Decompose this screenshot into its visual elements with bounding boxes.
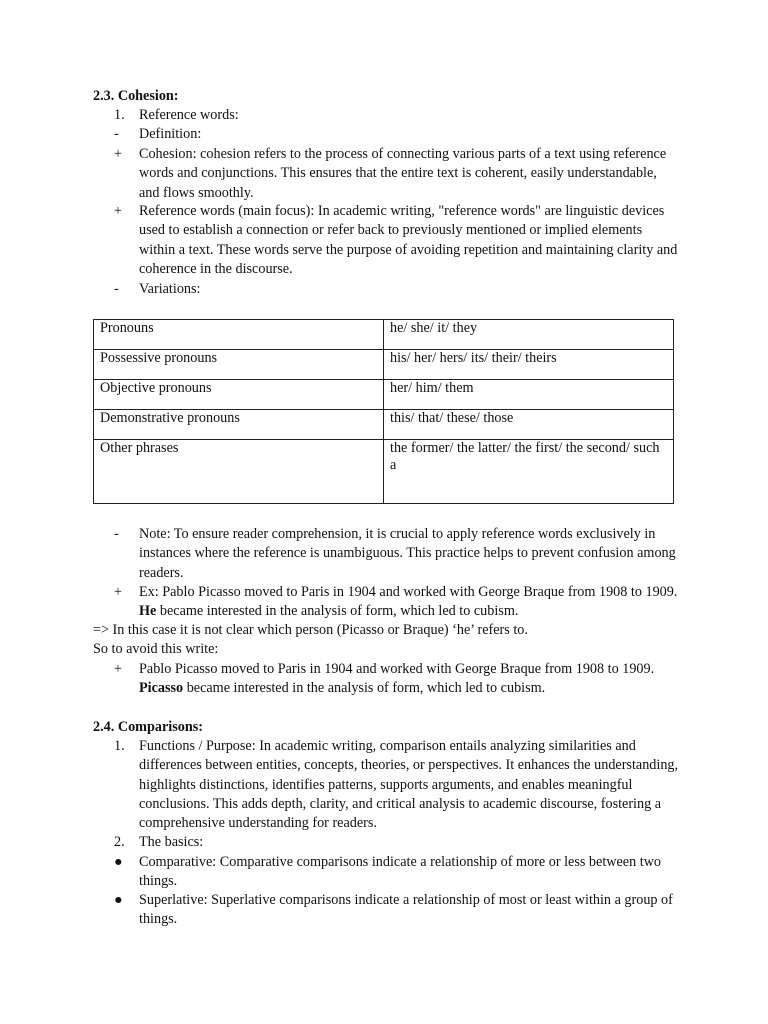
heading-comparisons: 2.4. Comparisons:	[93, 719, 203, 735]
list-marker: 1.	[114, 738, 125, 754]
table-cell-type: Other phrases	[94, 440, 384, 504]
dash-marker: -	[114, 281, 119, 297]
list-item-corrected-example	[114, 660, 679, 699]
table-cell-type: Pronouns	[94, 320, 384, 350]
list-item-basics	[114, 833, 679, 852]
list-item-variations	[114, 280, 679, 299]
list-item-reference-words-definition	[114, 202, 679, 279]
table-cell-words: this/ that/ these/ those	[384, 410, 674, 440]
table-row	[94, 440, 674, 504]
table-cell-words: her/ him/ them	[384, 380, 674, 410]
variations-table	[93, 319, 674, 504]
table-row	[94, 350, 674, 380]
table-cell-type: Demonstrative pronouns	[94, 410, 384, 440]
list-item-note	[114, 525, 679, 583]
table-cell-words: his/ her/ hers/ its/ their/ theirs	[384, 350, 674, 380]
list-item-text: Note: To ensure reader comprehension, it is crucial to apply reference words exclusively in instances where the reference is unambiguous. This practice helps to prevent confusion among readers.	[139, 526, 676, 581]
list-item-definition	[114, 125, 679, 144]
table-cell-words: he/ she/ it/ they	[384, 320, 674, 350]
dash-marker: -	[114, 126, 119, 142]
list-item-text: The basics:	[139, 834, 204, 850]
list-item-text: Reference words (main focus): In academic writing, "reference words" are linguistic devices used to establish a connection or refer back to previously mentioned or implied elements within a text. These words serve the purpose of avoiding repetition and maintaining clarity and coherence in the discourse.	[139, 203, 678, 277]
list-item-text: Superlative: Superlative comparisons indicate a relationship of most or least within a group of things.	[139, 892, 673, 928]
avoid-instruction: So to avoid this write:	[93, 641, 219, 657]
list-item-functions	[114, 737, 679, 833]
example-text-after: became interested in the analysis of form, which led to cubism.	[186, 680, 546, 697]
bullet-icon: ●	[114, 892, 123, 908]
list-item-reference-words	[114, 106, 679, 125]
example-text-after: became interested in the analysis of form, which led to cubism.	[159, 603, 519, 620]
list-marker: 1.	[114, 107, 125, 123]
list-item-example	[114, 583, 679, 622]
table-row	[94, 320, 674, 350]
plus-marker: +	[114, 146, 123, 162]
table-cell-type: Possessive pronouns	[94, 350, 384, 380]
list-item-superlative	[114, 891, 679, 930]
example-text-before: Pablo Picasso moved to Paris in 1904 and worked with George Braque from 1908 to 1909.	[139, 661, 655, 677]
list-marker: 2.	[114, 834, 125, 850]
list-item-text: Functions / Purpose: In academic writing, comparison entails analyzing similarities and differences between entities, concepts, theories, or perspectives. It enhances the understanding, highlights distinctions, identifies patterns, supports arguments, and enables meaningful conclusions. This adds depth, clarity, and critical analysis to academic discourse, fostering a comprehensive understanding for readers.	[139, 738, 679, 832]
list-item-text: Definition:	[139, 126, 202, 142]
example-text-before: Ex: Pablo Picasso moved to Paris in 1904 and worked with George Braque from 1908 to 1909.	[139, 584, 678, 600]
table-cell-type: Objective pronouns	[94, 380, 384, 410]
table-row	[94, 380, 674, 410]
list-item-text: Reference words:	[139, 107, 239, 123]
list-item-text: Variations:	[139, 281, 201, 297]
list-item-text: Comparative: Comparative comparisons indicate a relationship of more or less between two things.	[139, 854, 662, 890]
plus-marker: +	[114, 584, 123, 600]
arrow-explanation: => In this case it is not clear which person (Picasso or Braque) ‘he’ refers to.	[93, 622, 528, 638]
example-bold-word: Picasso	[139, 680, 184, 697]
plus-marker: +	[114, 661, 123, 677]
heading-cohesion: 2.3. Cohesion:	[93, 88, 179, 104]
list-item-text: Cohesion: cohesion refers to the process of connecting various parts of a text using reference words and conjunctions. This ensures that the entire text is coherent, easily understandable, and flows smoothly.	[139, 146, 667, 201]
bullet-icon: ●	[114, 854, 123, 870]
list-item-cohesion-definition	[114, 145, 679, 203]
example-bold-word: He	[139, 603, 157, 620]
table-cell-words: the former/ the latter/ the first/ the second/ such a	[384, 440, 674, 504]
plus-marker: +	[114, 203, 123, 219]
dash-marker: -	[114, 526, 119, 542]
table-row	[94, 410, 674, 440]
list-item-comparative	[114, 853, 679, 892]
